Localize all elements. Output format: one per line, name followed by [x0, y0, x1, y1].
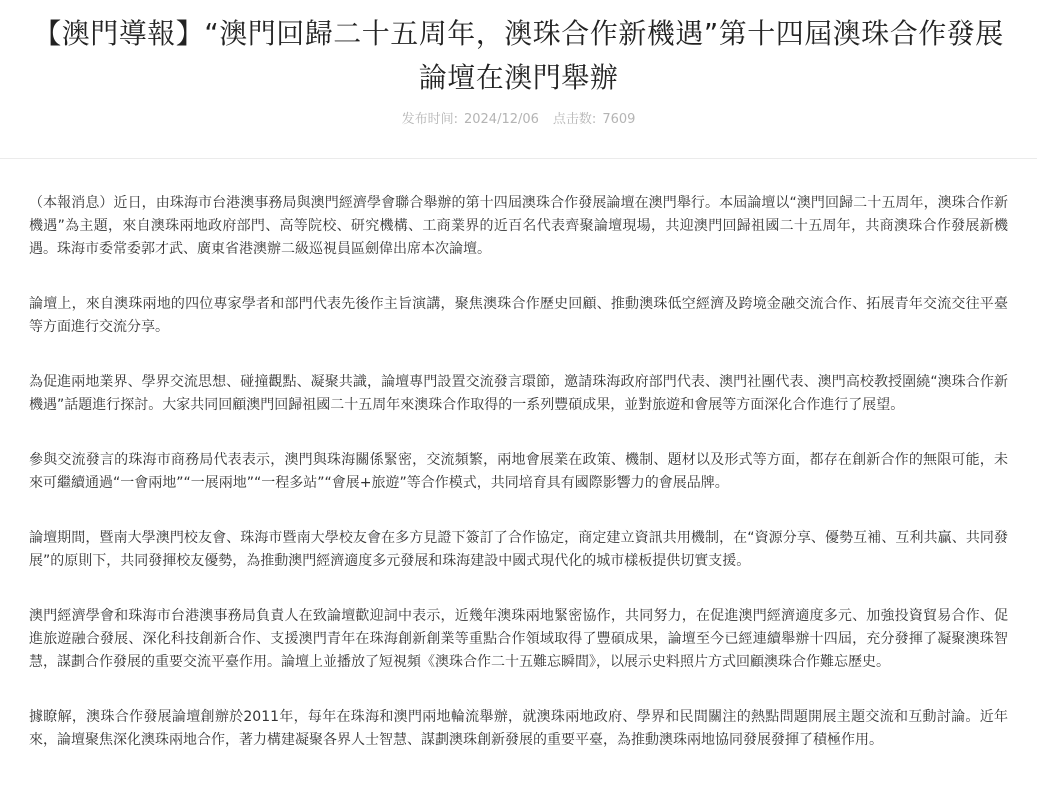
article-body: [0, 159, 1037, 752]
click-count: [553, 110, 635, 130]
article-paragraph: （本報消息）近日，由珠海市台港澳事務局與澳門經濟學會聯合舉辦的第十四屆澳珠合作發展論壇在澳門舉行。本屆論壇以“澳門回歸二十五周年，澳珠合作新機遇”為主題，來自澳珠兩地政府部門、高等院校、研究機構、工商業界的近百名代表齊聚論壇現場，共迎澳門回歸祖國二十五周年，共商澳珠合作發展新機遇。珠海市委常委郭才武、廣東省港澳辦二級巡視員區劍偉出席本次論壇。: [29, 195, 1008, 257]
click-count-value: 7609: [602, 112, 636, 127]
article-meta: [0, 110, 1037, 130]
article-paragraph: 論壇上，來自澳珠兩地的四位專家學者和部門代表先後作主旨演講，聚焦澳珠合作歷史回顧、推動澳珠低空經濟及跨境金融交流合作、拓展青年交流交往平臺等方面進行交流分享。: [29, 296, 1008, 335]
article-paragraph: 參與交流發言的珠海市商務局代表表示，澳門與珠海關係緊密，交流頻繁，兩地會展業在政策、機制、題材以及形式等方面，都存在創新合作的無限可能，未來可繼續通過“一會兩地”“一展兩地”“一程多站”“會展+旅遊”等合作模式，共同培育具有國際影響力的會展品牌。: [29, 452, 1008, 491]
article-paragraph: 為促進兩地業界、學界交流思想、碰撞觀點、凝聚共識，論壇專門設置交流發言環節，邀請珠海政府部門代表、澳門社團代表、澳門高校教授圍繞“澳珠合作新機遇”話題進行探討。大家共同回顧澳門回歸祖國二十五周年來澳珠合作取得的一系列豐碩成果，並對旅遊和會展等方面深化合作進行了展望。: [29, 374, 1008, 413]
publish-time-label: 发布时间:: [401, 112, 458, 127]
article-paragraph: 澳門經濟學會和珠海市台港澳事務局負責人在致論壇歡迎詞中表示，近幾年澳珠兩地緊密協作，共同努力，在促進澳門經濟適度多元、加強投資貿易合作、促進旅遊融合發展、深化科技創新合作、支援澳門青年在珠海創新創業等重點合作領域取得了豐碩成果，論壇至今已經連續舉辦十四屆，充分發揮了凝聚澳珠智慧，謀劃合作發展的重要交流平臺作用。論壇上並播放了短視頻《澳珠合作二十五難忘瞬間》，以展示史料照片方式回顧澳珠合作難忘歷史。: [29, 608, 1008, 670]
publish-time: [402, 110, 539, 130]
article-title: 【澳門導報】“澳門回歸二十五周年，澳珠合作新機遇”第十四屆澳珠合作發展論壇在澳門舉辦: [33, 17, 1004, 94]
article-paragraph: 據瞭解，澳珠合作發展論壇創辦於2011年，每年在珠海和澳門兩地輪流舉辦，就澳珠兩地政府、學界和民間關注的熱點問題開展主題交流和互動討論。近年來，論壇聚焦深化澳珠兩地合作，著力構建凝聚各界人士智慧、謀劃澳珠創新發展的重要平臺，為推動澳珠兩地協同發展發揮了積極作用。: [29, 709, 1008, 748]
article-paragraph: 論壇期間，暨南大學澳門校友會、珠海市暨南大學校友會在多方見證下簽訂了合作協定，商定建立資訊共用機制，在“資源分享、優勢互補、互利共贏、共同發展”的原則下，共同發揮校友優勢，為推動澳門經濟適度多元發展和珠海建設中國式現代化的城市樣板提供切實支援。: [29, 530, 1008, 569]
click-count-label: 点击数:: [552, 112, 597, 127]
publish-time-value: 2024/12/06: [463, 112, 539, 127]
